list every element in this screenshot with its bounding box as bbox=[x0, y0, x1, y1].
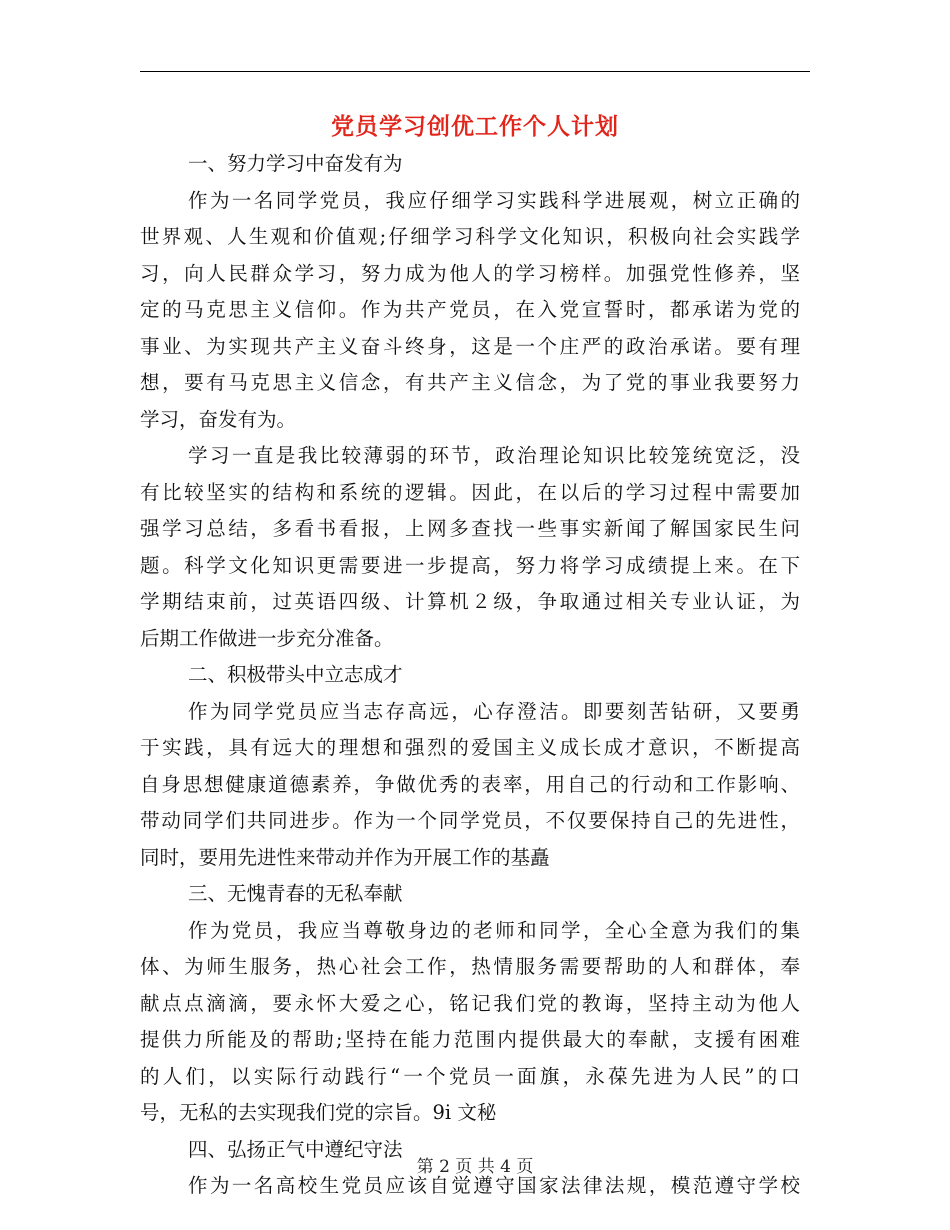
text-line: 学习一直是我比较薄弱的环节，政治理论知识比较笼统宽泛，没 bbox=[188, 444, 800, 467]
text-line: 自身思想健康道德素养，争做优秀的表率，用自己的行动和工作影响、 bbox=[140, 772, 800, 796]
text-line: 世界观、人生观和价值观;仔细学习科学文化知识，积极向社会实践学 bbox=[140, 225, 800, 248]
text-line: 强学习总结，多看书看报，上网多查找一些事实新闻了解国家民生问 bbox=[140, 517, 800, 540]
text-line: 后期工作做进一步充分准备。 bbox=[140, 626, 394, 650]
text-line: 一、努力学习中奋发有为 bbox=[188, 152, 403, 175]
text-line: 三、无愧青春的无私奉献 bbox=[188, 882, 403, 905]
text-line: 想，要有马克思主义信念，有共产主义信念，为了党的事业我要努力 bbox=[140, 371, 800, 394]
text-line: 定的马克思主义信仰。作为共产党员，在入党宣誓时，都承诺为党的 bbox=[140, 298, 800, 321]
text-line: 题。科学文化知识更需要进一步提高，努力将学习成绩提上来。在下 bbox=[140, 553, 800, 577]
text-line: 学期结束前，过英语四级、计算机２级，争取通过相关专业认证，为 bbox=[140, 590, 800, 613]
text-line: 体、为师生服务，热心社会工作，热情服务需要帮助的人和群体，奉 bbox=[140, 955, 800, 978]
text-line: 同时，要用先进性来带动并作为开展工作的基矗 bbox=[140, 845, 550, 869]
text-line: 二、积极带头中立志成才 bbox=[188, 663, 403, 686]
text-line: 学习，奋发有为。 bbox=[140, 407, 297, 431]
text-line: 的人们，以实际行动践行“一个党员一面旗，永葆先进为人民”的口 bbox=[140, 1064, 800, 1088]
text-line: 提供力所能及的帮助;坚持在能力范围内提供最大的奉献，支援有困难 bbox=[140, 1028, 800, 1051]
header-rule bbox=[140, 71, 810, 72]
text-line: 号，无私的去实现我们党的宗旨。9i 文秘 bbox=[140, 1101, 497, 1124]
document-title: 党员学习创优工作个人计划 bbox=[331, 114, 619, 140]
text-line: 作为一名同学党员，我应仔细学习实践科学进展观，树立正确的 bbox=[188, 188, 800, 212]
document-body bbox=[140, 146, 800, 1205]
text-line: 作为党员，我应当尊敬身边的老师和同学，全心全意为我们的集 bbox=[188, 918, 800, 942]
text-line: 四、弘扬正气中遵纪守法 bbox=[188, 1137, 403, 1161]
text-line: 带动同学们共同进步。作为一个同学党员，不仅要保持自己的先进性， bbox=[140, 809, 800, 832]
text-line: 习，向人民群众学习，努力成为他人的学习榜样。加强党性修养，坚 bbox=[140, 261, 800, 285]
text-line: 作为一名高校生党员应该自觉遵守国家法律法规，模范遵守学校 bbox=[188, 1174, 800, 1197]
text-line: 事业、为实现共产主义奋斗终身，这是一个庄严的政治承诺。要有理 bbox=[140, 334, 800, 358]
text-line: 作为同学党员应当志存高远，心存澄洁。即要刻苦钻研，又要勇 bbox=[188, 699, 800, 723]
text-line: 于实践，具有远大的理想和强烈的爱国主义成长成才意识，不断提高 bbox=[140, 736, 800, 759]
text-line: 有比较坚实的结构和系统的逻辑。因此，在以后的学习过程中需要加 bbox=[140, 480, 800, 504]
page-footer: 第 2 页 共 4 页 bbox=[416, 1157, 534, 1177]
text-line: 献点点滴滴，要永怀大爱之心，铭记我们党的教诲，坚持主动为他人 bbox=[140, 991, 800, 1015]
